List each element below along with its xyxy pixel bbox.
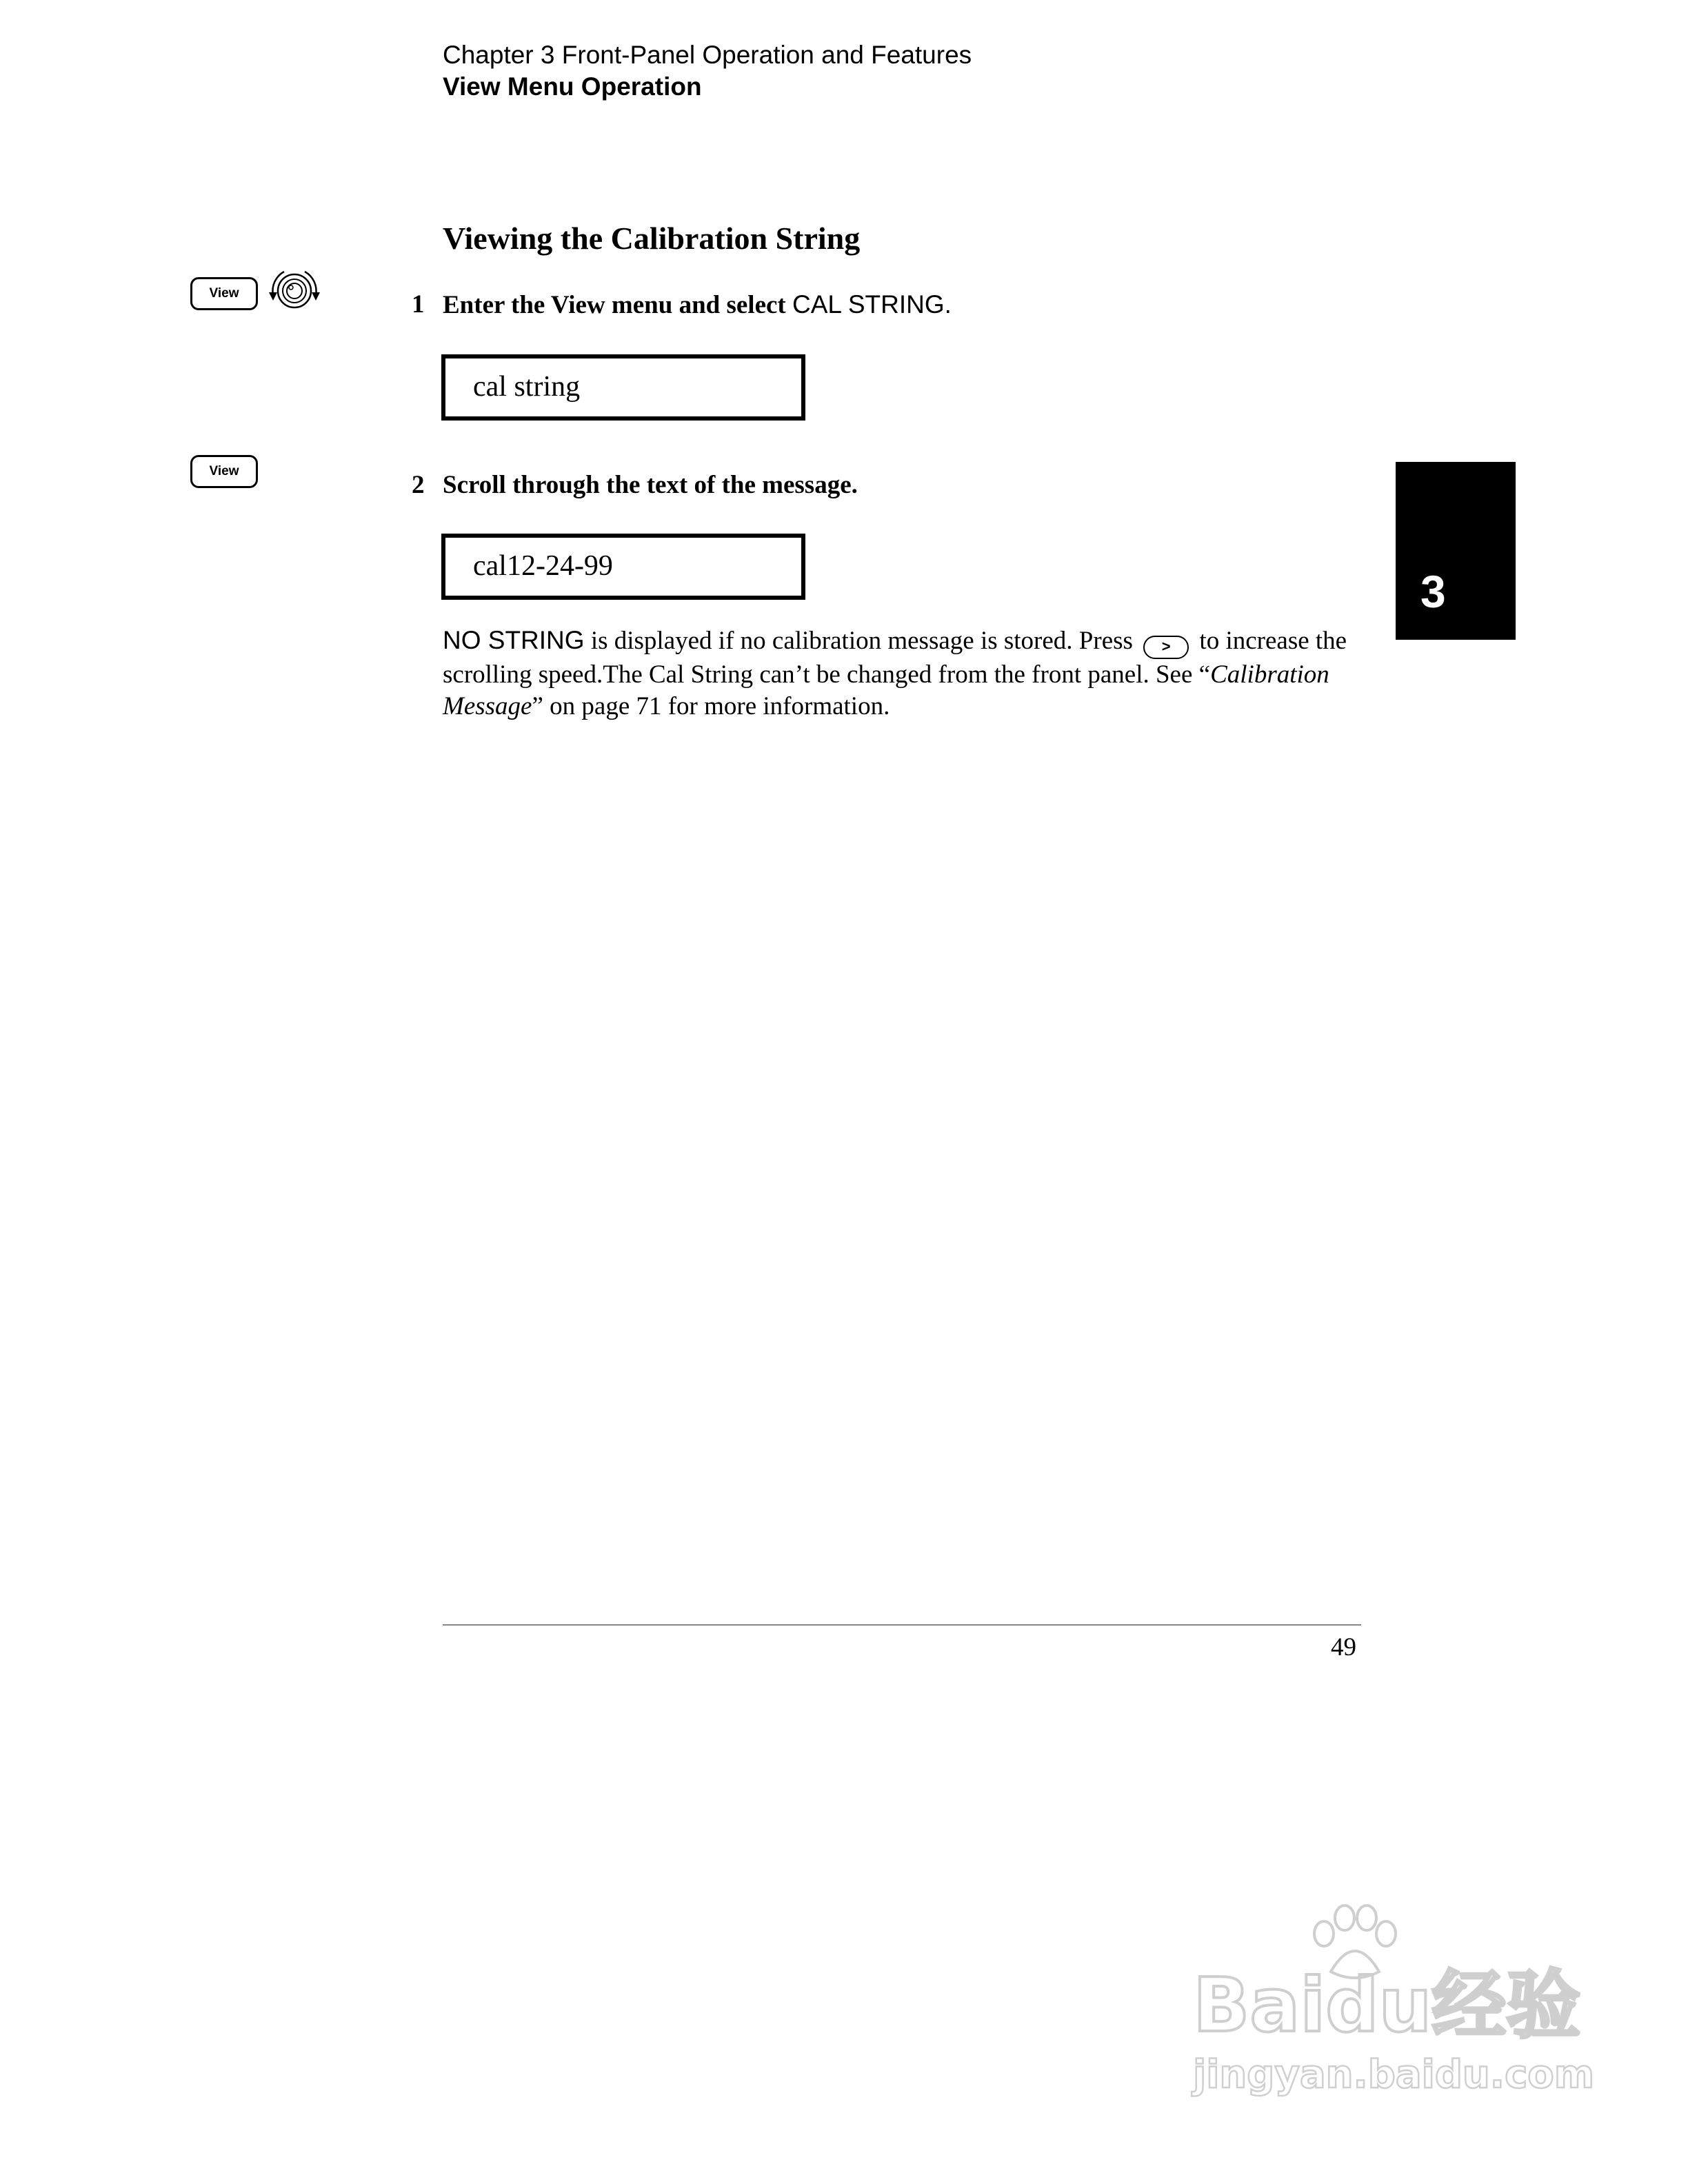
section-title: View Menu Operation <box>443 72 702 101</box>
paragraph-part1: is displayed if no calibration message is stored. Press <box>584 627 1140 655</box>
footer-divider <box>443 1624 1361 1626</box>
body-paragraph <box>443 625 1367 722</box>
page-heading: Viewing the Calibration String <box>443 221 861 256</box>
view-key-label: View <box>209 464 239 478</box>
view-key-icon <box>190 277 258 310</box>
step-instruction: Enter the View menu and select <box>443 291 792 319</box>
chapter-title: Chapter 3 Front-Panel Operation and Features <box>443 41 972 69</box>
no-string-code: NO STRING <box>443 626 585 654</box>
view-key-label: View <box>209 286 239 301</box>
front-panel-display <box>441 354 805 421</box>
view-key-icon <box>190 455 258 488</box>
step-code: CAL STRING <box>792 290 945 318</box>
step-text: Scroll through the text of the message. <box>443 471 858 499</box>
paragraph-part3: ” on page 71 for more information. <box>532 692 890 720</box>
display-text: cal12-24-99 <box>473 550 613 582</box>
chapter-tab <box>1396 462 1516 640</box>
page-number: 49 <box>1331 1633 1356 1661</box>
watermark-text: Baidu经验 <box>1193 1963 1581 2049</box>
front-panel-display <box>441 534 805 600</box>
step-suffix: . <box>944 290 952 318</box>
rotary-knob-icon <box>263 266 325 314</box>
step-text <box>443 290 952 321</box>
watermark-url: jingyan.baidu.com <box>1193 2052 1595 2097</box>
step-number: 2 <box>412 471 425 499</box>
step-number: 1 <box>412 290 425 318</box>
paragraph-part2: to increase the scrolling speed.The Cal String can’t be changed from the front panel. See “ <box>443 627 1347 689</box>
display-text: cal string <box>473 371 581 403</box>
right-arrow-key-icon: > <box>1143 636 1189 659</box>
chapter-tab-number: 3 <box>1420 566 1446 617</box>
cross-reference[interactable]: Calibration Message <box>443 660 1329 720</box>
watermark <box>1172 1903 1595 2110</box>
